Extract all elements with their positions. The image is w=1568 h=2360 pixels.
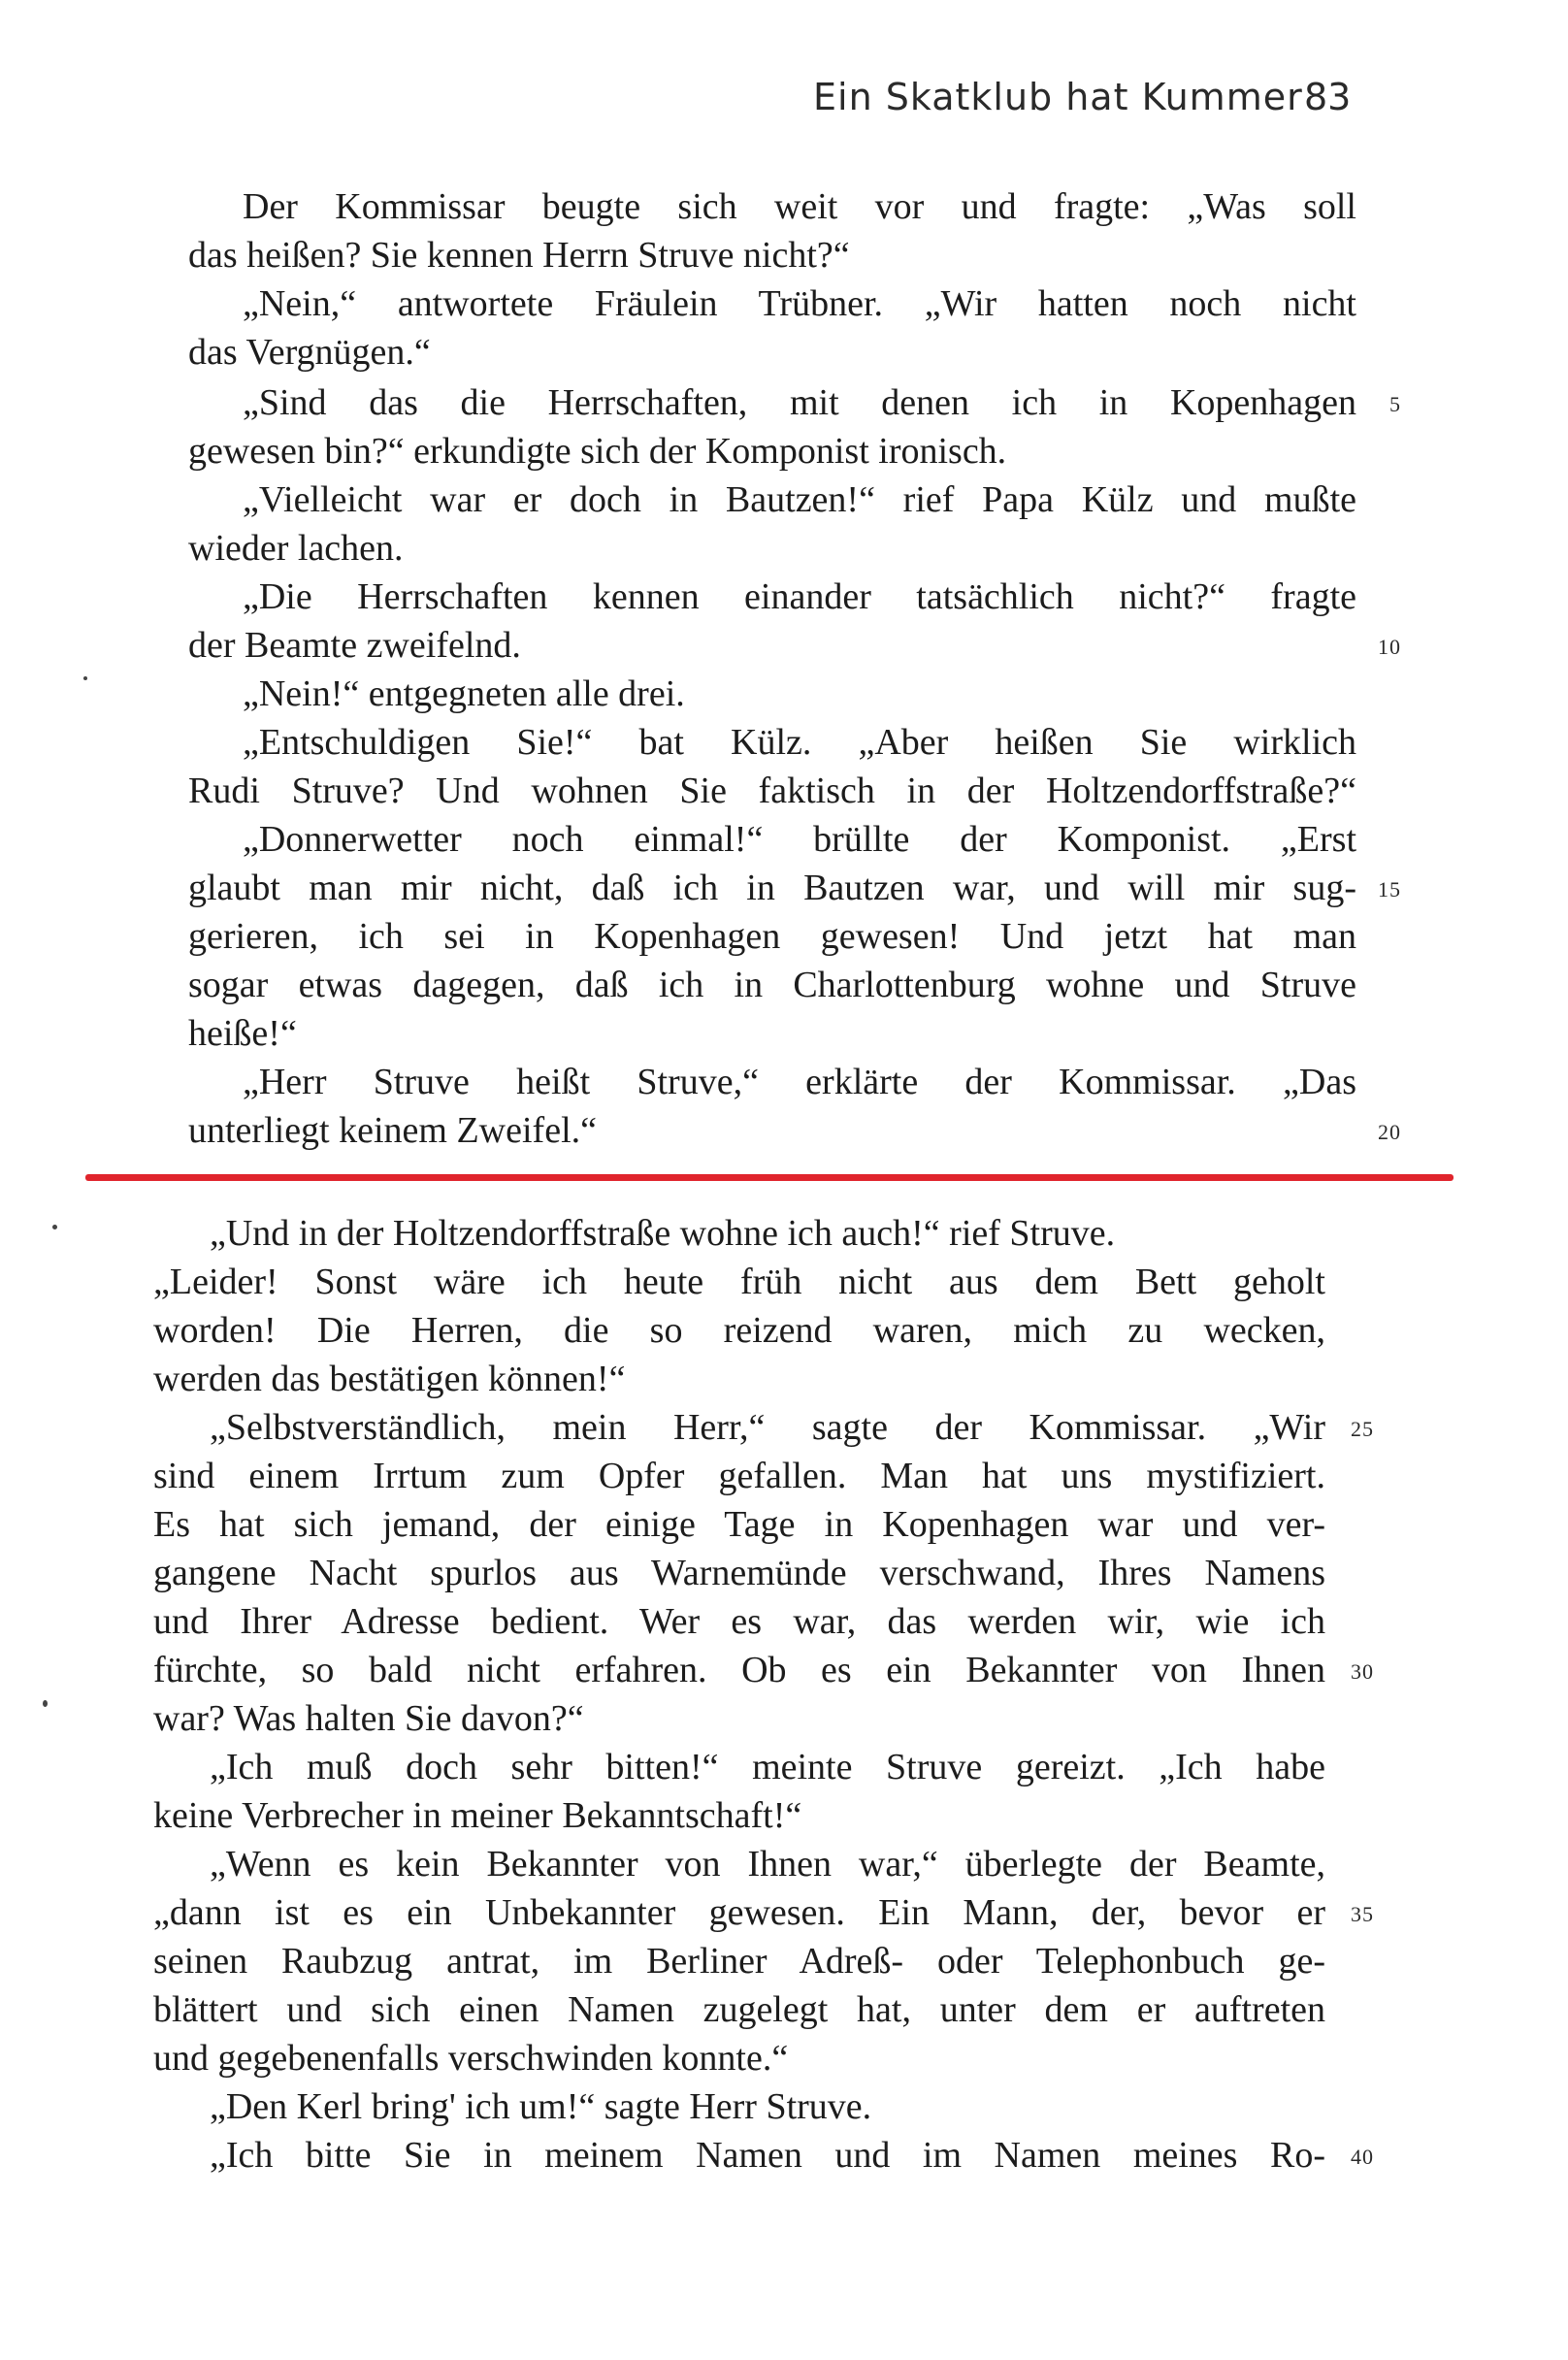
text-line: „dann ist es ein Unbekannter gewesen. Ein Mann, der, bevor er [153, 1892, 1325, 1933]
text-line: heiße!“ [188, 1013, 297, 1054]
text-line: „Leider! Sonst wäre ich heute früh nicht aus dem Bett geholt [153, 1262, 1325, 1302]
line-number: 5 [1389, 392, 1401, 416]
text-line: der Beamte zweifelnd. [188, 625, 521, 666]
text-line: Der Kommissar beugte sich weit vor und fragte: „Was soll [243, 186, 1356, 227]
page-number: 83 [1304, 76, 1352, 118]
text-line: wieder lachen. [188, 528, 404, 569]
text-line: gangene Nacht spurlos aus Warnemünde verschwand, Ihres Namens [153, 1553, 1325, 1593]
text-line: gewesen bin?“ erkundigte sich der Komponist ironisch. [188, 431, 1007, 472]
text-line: worden! Die Herren, die so reizend waren, mich zu wecken, [153, 1310, 1325, 1351]
text-line: „Entschuldigen Sie!“ bat Külz. „Aber heißen Sie wirklich [243, 722, 1356, 763]
text-line: sind einem Irrtum zum Opfer gefallen. Man hat uns mystifiziert. [153, 1456, 1325, 1496]
text-line: werden das bestätigen können!“ [153, 1359, 626, 1399]
line-number: 10 [1378, 635, 1401, 659]
text-line: „Und in der Holtzendorffstraße wohne ich auch!“ rief Struve. [210, 1213, 1116, 1254]
text-line: „Ich bitte Sie in meinem Namen und im Namen meines Ro- [210, 2135, 1325, 2176]
scan-speck [83, 676, 87, 680]
line-number: 15 [1378, 877, 1401, 901]
text-line: „Donnerwetter noch einmal!“ brüllte der Komponist. „Erst [243, 819, 1356, 860]
text-line: „Nein!“ entgegneten alle drei. [243, 673, 685, 714]
text-line: „Sind das die Herrschaften, mit denen ich in Kopenhagen [243, 382, 1356, 423]
text-line: „Herr Struve heißt Struve,“ erklärte der Kommissar. „Das [243, 1062, 1356, 1102]
text-line: Es hat sich jemand, der einige Tage in Kopenhagen war und ver- [153, 1504, 1325, 1545]
text-line: „Wenn es kein Bekannter von Ihnen war,“ überlegte der Beamte, [210, 1844, 1325, 1885]
text-line: fürchte, so bald nicht erfahren. Ob es ein Bekannter von Ihnen [153, 1650, 1325, 1690]
text-line: das heißen? Sie kennen Herrn Struve nicht?“ [188, 235, 850, 276]
line-number: 25 [1351, 1417, 1374, 1441]
text-line: glaubt man mir nicht, daß ich in Bautzen war, und will mir sug- [188, 868, 1356, 908]
running-header [813, 76, 1356, 134]
red-divider-line [85, 1174, 1454, 1181]
text-line: unterliegt keinem Zweifel.“ [188, 1110, 597, 1151]
text-line: „Selbstverständlich, mein Herr,“ sagte der Kommissar. „Wir [210, 1407, 1325, 1448]
line-number: 40 [1351, 2145, 1374, 2169]
text-line: „Die Herrschaften kennen einander tatsächlich nicht?“ fragte [243, 576, 1356, 617]
scan-speck [43, 1700, 48, 1707]
running-title: Ein Skatklub hat Kummer [813, 76, 1303, 118]
text-line: war? Was halten Sie davon?“ [153, 1698, 584, 1739]
text-line: „Den Kerl bring' ich um!“ sagte Herr Struve. [210, 2086, 872, 2127]
text-line: „Ich muß doch sehr bitten!“ meinte Struve gereizt. „Ich habe [210, 1747, 1325, 1787]
text-line: Rudi Struve? Und wohnen Sie faktisch in der Holtzendorffstraße?“ [188, 770, 1356, 811]
text-line: „Nein,“ antwortete Fräulein Trübner. „Wir hatten noch nicht [243, 283, 1356, 324]
line-number: 20 [1378, 1120, 1401, 1144]
text-line: sogar etwas dagegen, daß ich in Charlottenburg wohne und Struve [188, 965, 1356, 1005]
text-line: gerieren, ich sei in Kopenhagen gewesen! Und jetzt hat man [188, 916, 1356, 957]
text-line: und gegebenenfalls verschwinden konnte.“ [153, 2038, 789, 2079]
scan-speck [52, 1225, 57, 1229]
text-line: blättert und sich einen Namen zugelegt hat, unter dem er auftreten [153, 1989, 1325, 2030]
line-number: 35 [1351, 1902, 1374, 1926]
text-line: seinen Raubzug antrat, im Berliner Adreß- oder Telephonbuch ge- [153, 1941, 1325, 1982]
text-line: und Ihrer Adresse bedient. Wer es war, das werden wir, wie ich [153, 1601, 1325, 1642]
line-number: 30 [1351, 1659, 1374, 1684]
text-line: keine Verbrecher in meiner Bekanntschaft!“ [153, 1795, 802, 1836]
text-line: „Vielleicht war er doch in Bautzen!“ rief Papa Külz und mußte [243, 479, 1356, 520]
text-line: das Vergnügen.“ [188, 332, 431, 373]
